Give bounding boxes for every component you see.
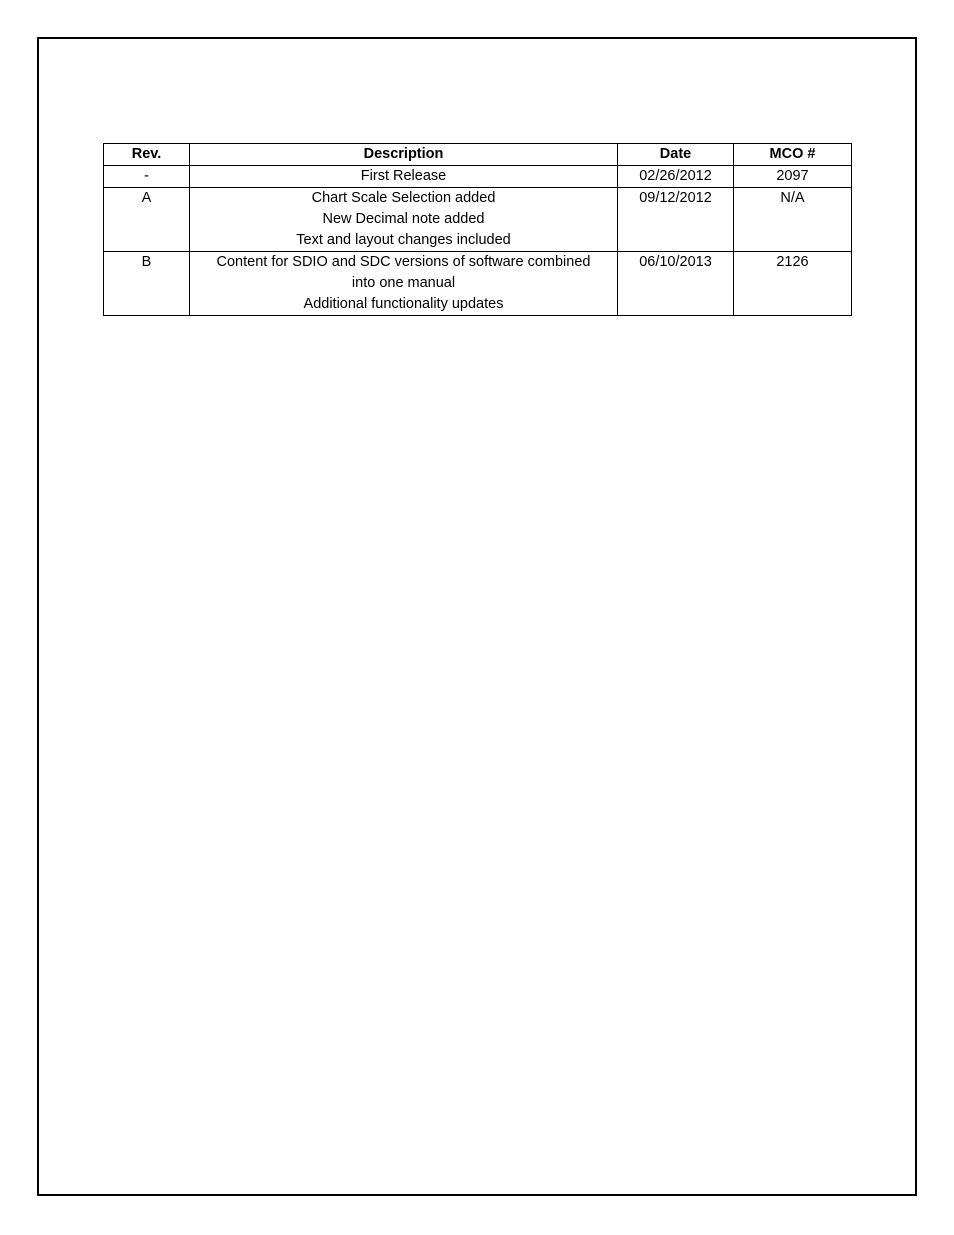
- description-line: Chart Scale Selection added: [311, 190, 496, 206]
- description-line: First Release: [360, 168, 447, 184]
- cell-rev: -: [104, 166, 190, 188]
- revision-history-table: [103, 143, 852, 316]
- cell-mco: 2097: [734, 166, 852, 188]
- table-row: [104, 166, 852, 188]
- cell-description: [190, 188, 618, 252]
- description-line: Text and layout changes included: [296, 232, 511, 248]
- header-rev: Rev.: [104, 144, 190, 166]
- cell-rev: B: [104, 252, 190, 316]
- cell-mco: N/A: [734, 188, 852, 252]
- table-header-row: [104, 144, 852, 166]
- header-date: Date: [618, 144, 734, 166]
- cell-date: 06/10/2013: [618, 252, 734, 316]
- cell-date: 02/26/2012: [618, 166, 734, 188]
- header-description: Description: [190, 144, 618, 166]
- description-line: New Decimal note added: [322, 211, 485, 227]
- description-line: Content for SDIO and SDC versions of software combined: [216, 254, 591, 270]
- cell-mco: 2126: [734, 252, 852, 316]
- cell-date: 09/12/2012: [618, 188, 734, 252]
- cell-description: [190, 252, 618, 316]
- cell-description: [190, 166, 618, 188]
- table-row: [104, 188, 852, 252]
- table-row: [104, 252, 852, 316]
- description-line: into one manual: [351, 275, 456, 291]
- header-mco: MCO #: [734, 144, 852, 166]
- cell-rev: A: [104, 188, 190, 252]
- description-line: Additional functionality updates: [303, 296, 504, 312]
